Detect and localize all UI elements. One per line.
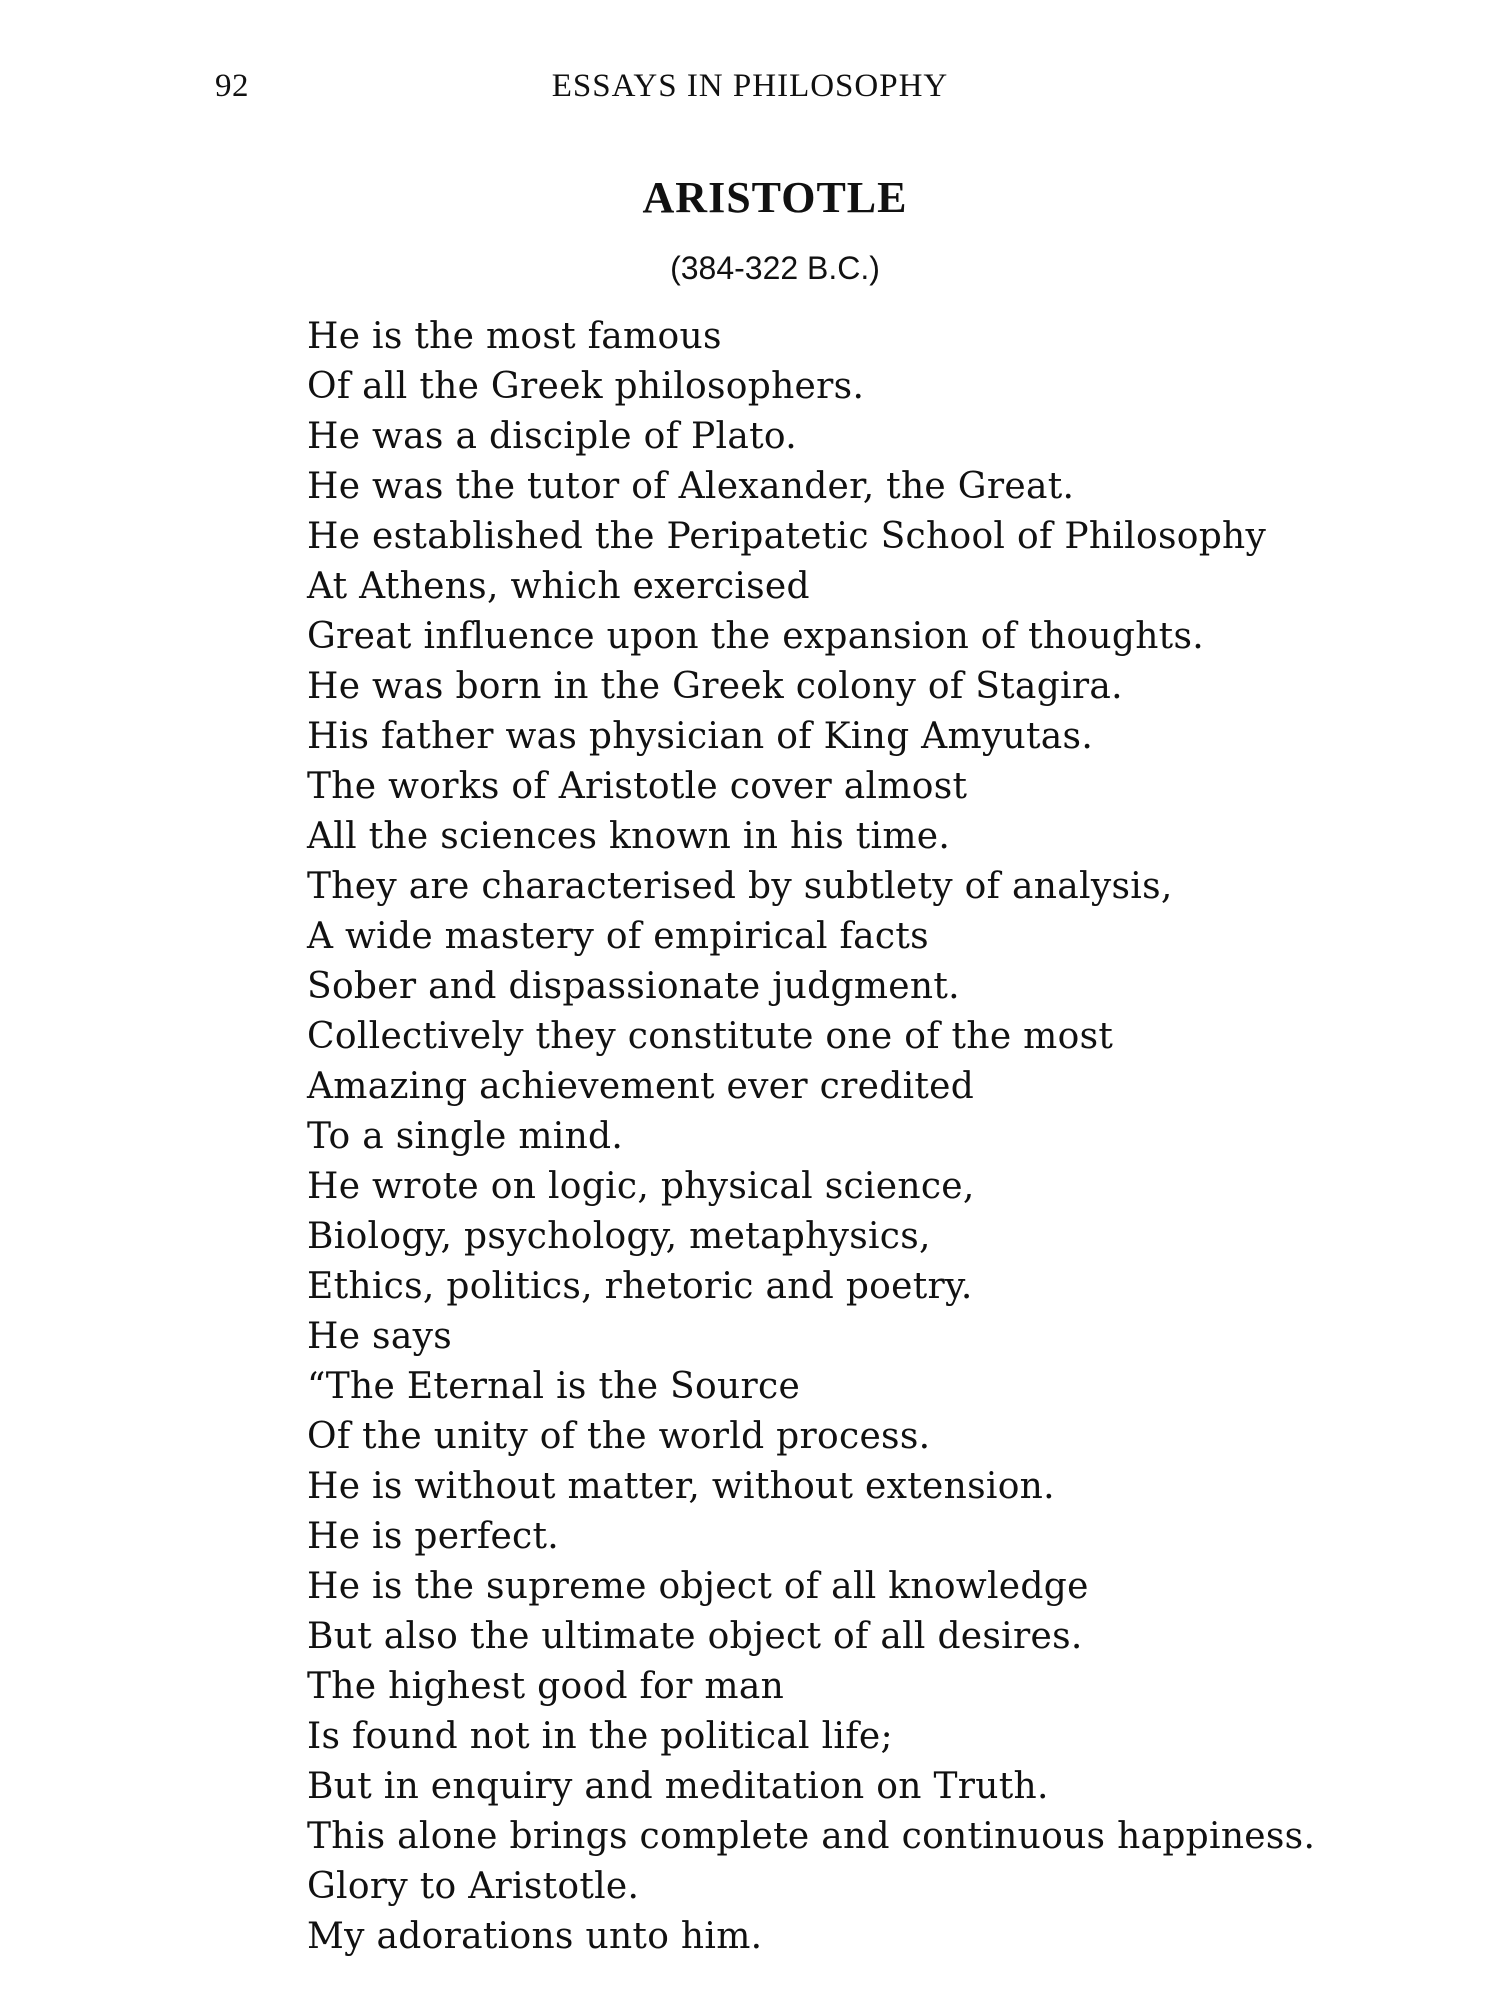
chapter-dates: (384-322 B.C.) xyxy=(670,250,880,286)
poem-line: He is the supreme object of all knowledge xyxy=(307,1566,1089,1607)
poem-line: His father was physician of King Amyutas. xyxy=(307,716,1094,757)
poem-line: He is the most famous xyxy=(307,316,722,357)
poem-line: My adorations unto him. xyxy=(307,1916,763,1957)
poem-line: The highest good for man xyxy=(307,1666,785,1707)
poem-line: Amazing achievement ever credited xyxy=(307,1066,975,1107)
chapter-title: ARISTOTLE xyxy=(642,173,908,222)
running-head: ESSAYS IN PHILOSOPHY xyxy=(551,68,949,104)
poem-line: At Athens, which exercised xyxy=(307,566,810,607)
poem-line: He was a disciple of Plato. xyxy=(307,416,797,457)
poem-body xyxy=(307,312,1457,1962)
poem-line: He is without matter, without extension. xyxy=(307,1466,1055,1507)
poem-line: He was the tutor of Alexander, the Great. xyxy=(307,466,1075,507)
poem-line: He was born in the Greek colony of Stagira. xyxy=(307,666,1123,707)
poem-line: Glory to Aristotle. xyxy=(307,1866,640,1907)
poem-line: “The Eternal is the Source xyxy=(307,1366,801,1407)
poem-line: A wide mastery of empirical facts xyxy=(307,916,929,957)
poem-line: He wrote on logic, physical science, xyxy=(307,1166,975,1207)
poem-line: He is perfect. xyxy=(307,1516,560,1557)
poem-line: Of the unity of the world process. xyxy=(307,1416,931,1457)
poem-line: To a single mind. xyxy=(307,1116,624,1157)
poem-line: The works of Aristotle cover almost xyxy=(307,766,968,807)
poem-line: Great influence upon the expansion of thoughts. xyxy=(307,616,1204,657)
poem-line: But also the ultimate object of all desires. xyxy=(307,1616,1083,1657)
page-number: 92 xyxy=(215,68,249,104)
poem-line: Is found not in the political life; xyxy=(307,1716,893,1757)
poem-line: This alone brings complete and continuous happiness. xyxy=(307,1816,1316,1857)
poem-line: Biology, psychology, metaphysics, xyxy=(307,1216,931,1257)
poem-line: Sober and dispassionate judgment. xyxy=(307,966,960,1007)
poem-line: But in enquiry and meditation on Truth. xyxy=(307,1766,1049,1807)
poem-line: Of all the Greek philosophers. xyxy=(307,366,865,407)
poem-line: They are characterised by subtlety of analysis, xyxy=(307,866,1173,907)
poem-line: He established the Peripatetic School of Philosophy xyxy=(307,516,1267,557)
poem-line: All the sciences known in his time. xyxy=(307,816,951,857)
page-header xyxy=(0,68,1500,118)
poem-line: He says xyxy=(307,1316,452,1357)
poem-line: Collectively they constitute one of the most xyxy=(307,1016,1114,1057)
poem-line: Ethics, politics, rhetoric and poetry. xyxy=(307,1266,973,1307)
